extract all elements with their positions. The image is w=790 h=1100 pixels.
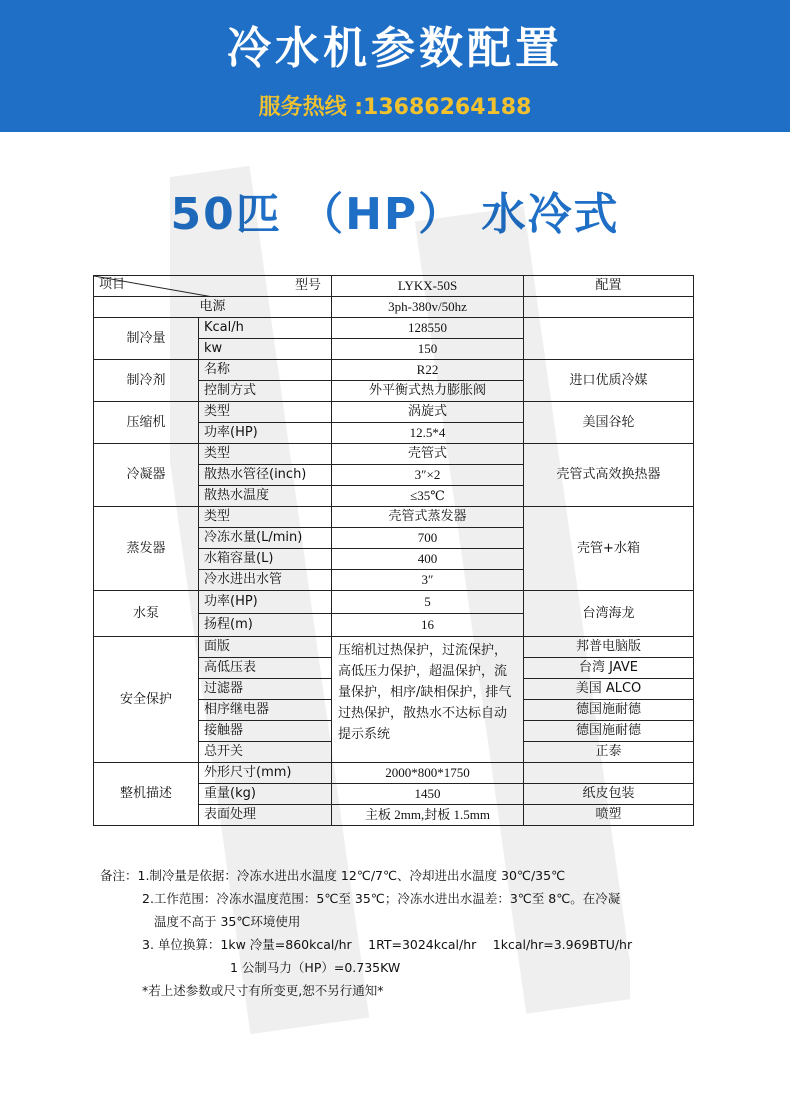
machine-size-value: 2000*800*1750 bbox=[332, 763, 524, 784]
cooling-config bbox=[524, 318, 694, 360]
safety-label: 安全保护 bbox=[94, 637, 199, 763]
evaporator-pipe-label: 冷水进出水管 bbox=[199, 570, 332, 591]
machine-weight-label: 重量(kg) bbox=[199, 784, 332, 805]
cooling-kcal-label: Kcal/h bbox=[199, 318, 332, 339]
config-header: 配置 bbox=[524, 276, 694, 297]
evaporator-config: 壳管+水箱 bbox=[524, 507, 694, 591]
safety-relay-config: 德国施耐德 bbox=[524, 700, 694, 721]
safety-contactor-config: 德国施耐德 bbox=[524, 721, 694, 742]
machine-size-label: 外形尺寸(mm) bbox=[199, 763, 332, 784]
table-row bbox=[94, 763, 694, 784]
refrigerant-control-value: 外平衡式热力膨胀阀 bbox=[332, 381, 524, 402]
compressor-label: 压缩机 bbox=[94, 402, 199, 444]
safety-switch-label: 总开关 bbox=[199, 742, 332, 763]
refrigerant-control-label: 控制方式 bbox=[199, 381, 332, 402]
spec-table bbox=[93, 275, 694, 826]
table-row bbox=[94, 318, 694, 339]
evaporator-tank-label: 水箱容量(L) bbox=[199, 549, 332, 570]
note-line: 2.工作范围：冷冻水温度范围：5℃至 35℃；冷冻水进出水温差：3℃至 8℃。在冷凝 bbox=[142, 891, 621, 906]
evaporator-tank-value: 400 bbox=[332, 549, 524, 570]
condenser-config: 壳管式高效换热器 bbox=[524, 444, 694, 507]
cooling-kw-label: kw bbox=[199, 339, 332, 360]
note-line: 备注：1.制冷量是依据：冷冻水进出水温度 12℃/7℃、冷却进出水温度 30℃/35℃ bbox=[100, 868, 566, 883]
condenser-type-label: 类型 bbox=[199, 444, 332, 465]
condenser-pipe-label: 散热水管径(inch) bbox=[199, 465, 332, 486]
evaporator-pipe-value: 3″ bbox=[332, 570, 524, 591]
diagonal-header-cell bbox=[94, 276, 332, 297]
cooling-label: 制冷量 bbox=[94, 318, 199, 360]
compressor-power-label: 功率(HP) bbox=[199, 423, 332, 444]
machine-weight-value: 1450 bbox=[332, 784, 524, 805]
safety-switch-config: 正泰 bbox=[524, 742, 694, 763]
table-header-row bbox=[94, 276, 694, 297]
safety-gauge-label: 高低压表 bbox=[199, 658, 332, 679]
condenser-temp-value: ≤35℃ bbox=[332, 486, 524, 507]
refrigerant-name-value: R22 bbox=[332, 360, 524, 381]
condenser-label: 冷凝器 bbox=[94, 444, 199, 507]
evaporator-flow-value: 700 bbox=[332, 528, 524, 549]
evaporator-flow-label: 冷冻水量(L/min) bbox=[199, 528, 332, 549]
refrigerant-config: 进口优质冷媒 bbox=[524, 360, 694, 402]
header-banner bbox=[0, 0, 790, 132]
table-row bbox=[94, 297, 694, 318]
table-row bbox=[94, 402, 694, 423]
compressor-config: 美国谷轮 bbox=[524, 402, 694, 444]
compressor-type-label: 类型 bbox=[199, 402, 332, 423]
pump-config: 台湾海龙 bbox=[524, 591, 694, 637]
evaporator-type-value: 壳管式蒸发器 bbox=[332, 507, 524, 528]
cooling-kw-value: 150 bbox=[332, 339, 524, 360]
note-line: 温度不高于 35℃环境使用 bbox=[154, 914, 301, 929]
compressor-power-value: 12.5*4 bbox=[332, 423, 524, 444]
note-line: 1 公制马力（HP）=0.735KW bbox=[230, 960, 401, 975]
power-config bbox=[524, 297, 694, 318]
machine-surface-value: 主板 2mm,封板 1.5mm bbox=[332, 805, 524, 826]
compressor-type-value: 涡旋式 bbox=[332, 402, 524, 423]
machine-weight-config: 纸皮包装 bbox=[524, 784, 694, 805]
table-row bbox=[94, 360, 694, 381]
pump-head-label: 扬程(m) bbox=[199, 614, 332, 637]
table-row bbox=[94, 637, 694, 658]
condenser-type-value: 壳管式 bbox=[332, 444, 524, 465]
header-title: 冷水机参数配置 bbox=[227, 23, 563, 74]
refrigerant-name-label: 名称 bbox=[199, 360, 332, 381]
safety-description: 压缩机过热保护，过流保护，高低压力保护，超温保护，流量保护，相序/缺相保护，排气过热保护，散热水不达标自动提示系统 bbox=[332, 637, 524, 763]
condenser-pipe-value: 3″×2 bbox=[332, 465, 524, 486]
service-hotline: 服务热线 :13686264188 bbox=[258, 95, 532, 120]
disclaimer-note: *若上述参数或尺寸有所变更,恕不另行通知* bbox=[142, 983, 384, 998]
pump-power-label: 功率(HP) bbox=[199, 591, 332, 614]
machine-size-config bbox=[524, 763, 694, 784]
pump-head-value: 16 bbox=[332, 614, 524, 637]
table-row bbox=[94, 591, 694, 614]
model-header-label: 型号 bbox=[294, 278, 321, 293]
cooling-kcal-value: 128550 bbox=[332, 318, 524, 339]
refrigerant-label: 制冷剂 bbox=[94, 360, 199, 402]
table-row bbox=[94, 507, 694, 528]
safety-panel-label: 面版 bbox=[199, 637, 332, 658]
evaporator-type-label: 类型 bbox=[199, 507, 332, 528]
pump-label: 水泵 bbox=[94, 591, 199, 637]
safety-panel-config: 邦普电脑版 bbox=[524, 637, 694, 658]
evaporator-label: 蒸发器 bbox=[94, 507, 199, 591]
product-title: 50匹 （HP） 水冷式 bbox=[170, 189, 620, 240]
notes-section bbox=[100, 864, 632, 1002]
note-line: 3. 单位换算：1kw 冷量=860kcal/hr 1RT=3024kcal/hr 1kcal/hr=3.969BTU/hr bbox=[142, 937, 633, 952]
safety-filter-config: 美国 ALCO bbox=[524, 679, 694, 700]
model-value: LYKX-50S bbox=[332, 276, 524, 297]
table-row bbox=[94, 444, 694, 465]
safety-contactor-label: 接触器 bbox=[199, 721, 332, 742]
item-header-label: 项目 bbox=[99, 277, 126, 292]
pump-power-value: 5 bbox=[332, 591, 524, 614]
safety-relay-label: 相序继电器 bbox=[199, 700, 332, 721]
machine-label: 整机描述 bbox=[94, 763, 199, 826]
safety-gauge-config: 台湾 JAVE bbox=[524, 658, 694, 679]
safety-filter-label: 过滤器 bbox=[199, 679, 332, 700]
machine-surface-label: 表面处理 bbox=[199, 805, 332, 826]
machine-surface-config: 喷塑 bbox=[524, 805, 694, 826]
condenser-temp-label: 散热水温度 bbox=[199, 486, 332, 507]
power-label: 电源 bbox=[94, 297, 332, 318]
power-value: 3ph-380v/50hz bbox=[332, 297, 524, 318]
